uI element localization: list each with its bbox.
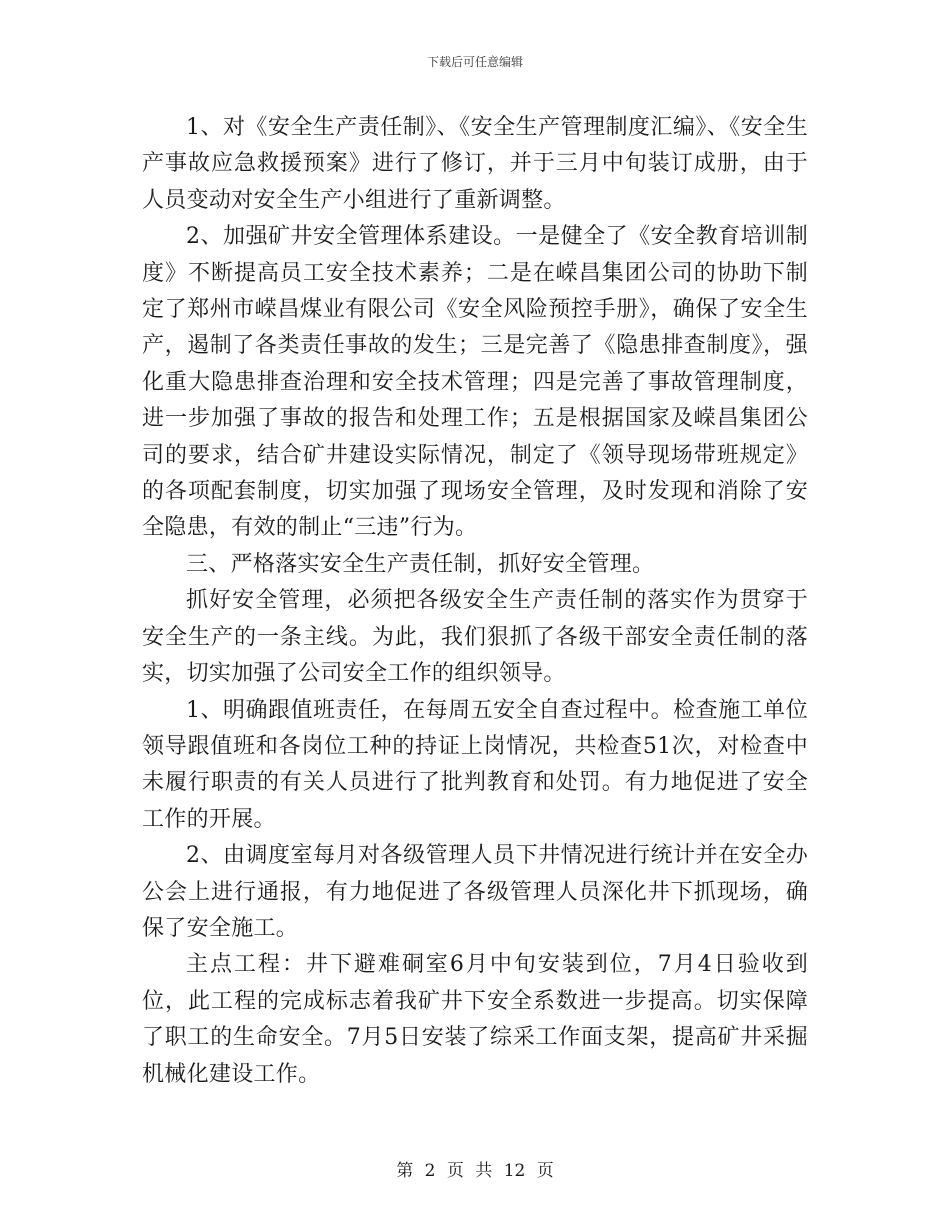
document-body	[142, 110, 808, 1093]
page-header-note: 下载后可任意编辑	[426, 55, 523, 69]
paragraph-duty-shift-responsibility: 1、明确跟值班责任，在每周五安全自查过程中。检查施工单位领导跟值班和各岗位工种的持证上岗情况，共检查51次，对检查中未履行职责的有关人员进行了批判教育和处罚。有力地促进了安全工作的开展。	[142, 697, 808, 832]
paragraph-key-projects: 主点工程：井下避难硐室6月中旬安装到位，7月4日验收到位，此工程的完成标志着我矿井下安全系数进一步提高。切实保障了职工的生命安全。7月5日安装了综采工作面支架，提高矿井采掘机械化建设工作。	[142, 952, 808, 1087]
section-heading-responsibility: 三、严格落实安全生产责任制，抓好安全管理。	[186, 551, 655, 577]
page-number: 第 2 页 共 12 页	[396, 1161, 554, 1181]
paragraph-safety-management-system: 2、加强矿井安全管理体系建设。一是健全了《安全教育培训制度》不断提高员工安全技术素养；二是在嵘昌集团公司的协助下制定了郑州市嵘昌煤业有限公司《安全风险预控手册》，确保了安全生产，遏制了各类责任事故的发生；三是完善了《隐患排查制度》，强化重大隐患排查治理和安全技术管理；四是完善了事故管理制度，进一步加强了事故的报告和处理工作；五是根据国家及嵘昌集团公司的要求，结合矿井建设实际情况，制定了《领导现场带班规定》的各项配套制度，切实加强了现场安全管理，及时发现和消除了安全隐患，有效的制止“三违”行为。	[142, 224, 808, 541]
paragraph-safety-management-mainline: 抓好安全管理，必须把各级安全生产责任制的落实作为贯穿于安全生产的一条主线。为此，我们狠抓了各级干部安全责任制的落实，切实加强了公司安全工作的组织领导。	[142, 588, 808, 687]
paragraph-revision-of-regulations: 1、对《安全生产责任制》、《安全生产管理制度汇编》、《安全生产事故应急救援预案》进行了修订，并于三月中旬装订成册，由于人员变动对安全生产小组进行了重新调整。	[142, 115, 808, 213]
paragraph-dispatch-statistics: 2、由调度室每月对各级管理人员下井情况进行统计并在安全办公会上进行通报，有力地促进了各级管理人员深化井下抓现场，确保了安全施工。	[142, 843, 808, 941]
